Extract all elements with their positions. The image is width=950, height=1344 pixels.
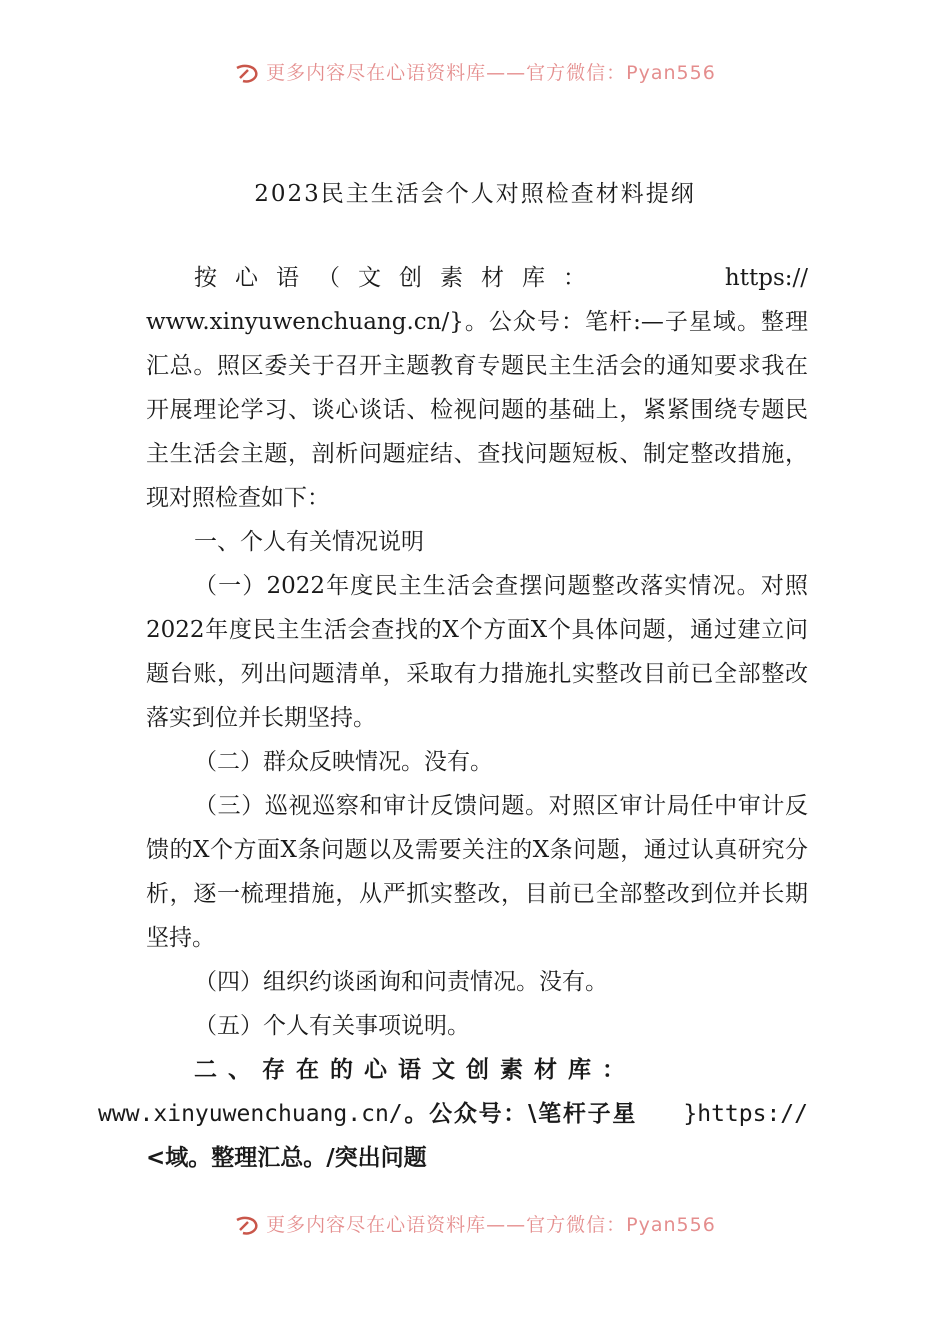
watermark-text: 更多内容尽在心语资料库——官方微信：Pyan556 bbox=[266, 62, 716, 84]
logo-icon bbox=[234, 64, 260, 84]
section2-url2: www.xinyuwenchuang.cn/ bbox=[98, 1101, 403, 1127]
intro-rest: www.xinyuwenchuang.cn/}。公众号：笔杆:—子星域。整理汇总。照区委关于召开主题教育专题民主生活会的通知要求我在开展理论学习、谈心谈话、检视问题的基础上，紧紧围绕专题民主生活会主题，剖析问题症结、查找问题短板、制定整改措施，现对照检查如下： bbox=[146, 309, 808, 511]
watermark-top bbox=[0, 58, 950, 85]
logo-icon bbox=[234, 1216, 260, 1236]
item-1: （一）2022年度民主生活会查摆问题整改落实情况。对照2022年度民主生活会查找的X个方面X个具体问题，通过建立问题台账，列出问题清单，采取有力措施扎实整改目前已全部整改落实到位并长期坚持。 bbox=[146, 573, 808, 731]
section2-spread-text: 二、存在的心语文创素材库： bbox=[194, 1057, 636, 1083]
item-4: （四）组织约谈函询和问责情况。没有。 bbox=[194, 969, 608, 995]
item-2: （二）群众反映情况。没有。 bbox=[194, 749, 493, 775]
document-title: 2023民主生活会个人对照检查材料提纲 bbox=[254, 181, 696, 207]
intro-spread-text: 按心语（文创素材库： bbox=[194, 265, 604, 291]
section2-heading bbox=[98, 1048, 808, 1180]
section2-rest: 。公众号：\笔杆子星<域。整理汇总。/突出问题 bbox=[146, 1101, 636, 1171]
intro-url: https:// bbox=[724, 265, 808, 291]
watermark-text-bottom: 更多内容尽在心语资料库——官方微信：Pyan556 bbox=[266, 1214, 716, 1236]
document-body bbox=[98, 256, 808, 1180]
watermark-bottom bbox=[0, 1210, 950, 1237]
section1-heading: 一、个人有关情况说明 bbox=[194, 529, 424, 555]
section2-url: }https:// bbox=[683, 1101, 808, 1127]
item-3: （三）巡视巡察和审计反馈问题。对照区审计局任中审计反馈的X个方面X条问题以及需要关注的X条问题，通过认真研究分析，逐一梳理措施，从严抓实整改，目前已全部整改到位并长期坚持。 bbox=[146, 793, 808, 951]
item-5: （五）个人有关事项说明。 bbox=[194, 1013, 470, 1039]
intro-paragraph bbox=[146, 256, 808, 520]
